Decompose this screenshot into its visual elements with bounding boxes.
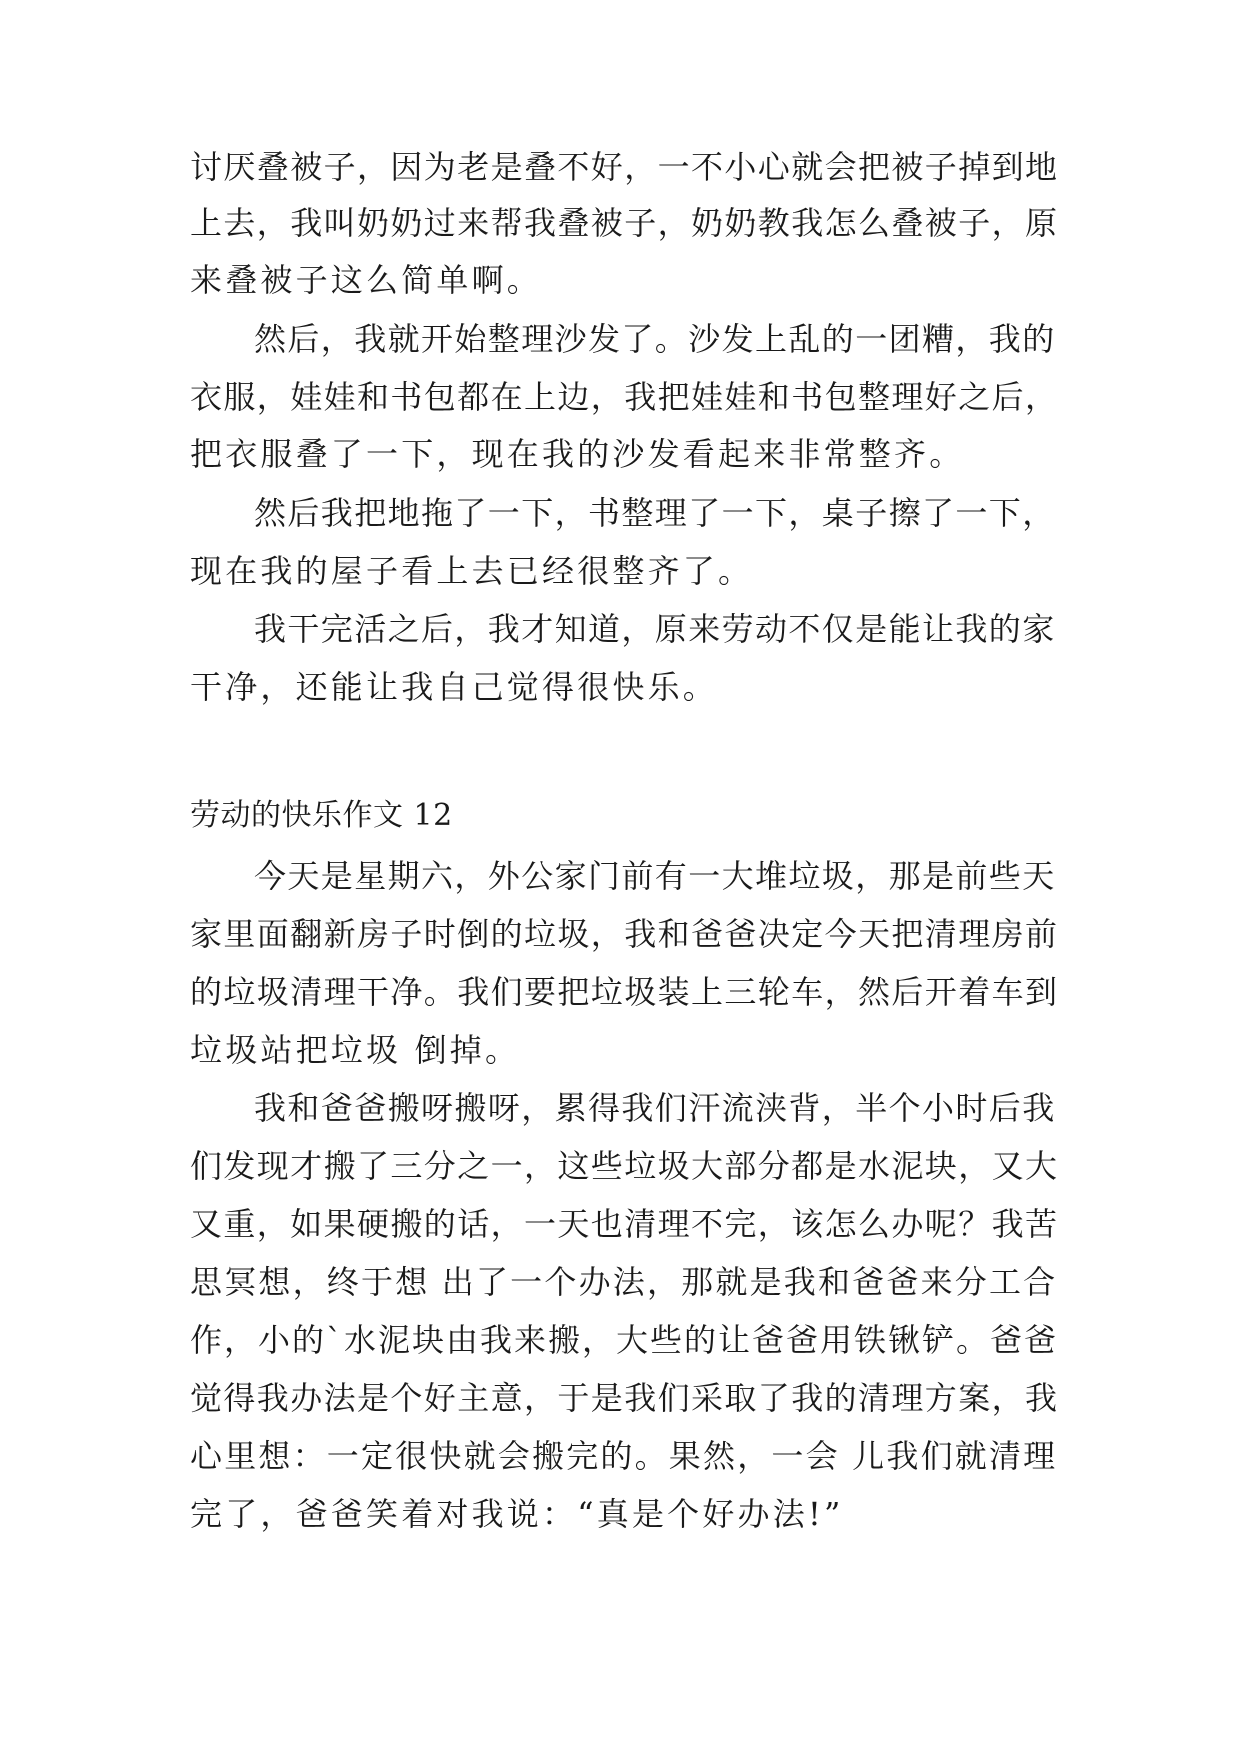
- text-line: 把衣服叠了一下，现在我的沙发看起来非常整齐。: [190, 435, 965, 473]
- text-line: 我干完活之后，我才知道，原来劳动不仅是能让我的家: [254, 610, 1056, 648]
- text-line: 们发现才搬了三分之一，这些垃圾大部分都是水泥块，又大: [190, 1147, 1059, 1185]
- text-line: 来叠被子这么简单啊。: [190, 261, 543, 299]
- text-line: 讨厌叠被子，因为老是叠不好，一不小心就会把被子掉到地: [190, 148, 1059, 186]
- text-line: 上去，我叫奶奶过来帮我叠被子，奶奶教我怎么叠被子，原: [190, 204, 1059, 242]
- text-line: 然后，我就开始整理沙发了。沙发上乱的一团糟，我的: [254, 320, 1056, 358]
- section-title: 劳动的快乐作文 12: [190, 798, 453, 833]
- text-line: 我和爸爸搬呀搬呀，累得我们汗流浃背，半个小时后我: [254, 1089, 1056, 1127]
- text-line: 垃圾站把垃圾 倒掉。: [190, 1031, 521, 1069]
- text-line: 衣服，娃娃和书包都在上边，我把娃娃和书包整理好之后，: [190, 378, 1059, 416]
- text-line: 今天是星期六，外公家门前有一大堆垃圾，那是前些天: [254, 857, 1056, 895]
- text-line: 完了，爸爸笑着对我说：“真是个好办法!”: [190, 1495, 844, 1533]
- text-line: 的垃圾清理干净。我们要把垃圾装上三轮车，然后开着车到: [190, 973, 1059, 1011]
- text-line: 作，小的`水泥块由我来搬，大些的让爸爸用铁锹铲。爸爸: [190, 1321, 1059, 1359]
- text-line: 家里面翻新房子时倒的垃圾，我和爸爸决定今天把清理房前: [190, 915, 1059, 953]
- text-line: 思冥想，终于想 出了一个办法，那就是我和爸爸来分工合: [190, 1263, 1058, 1301]
- text-line: 然后我把地拖了一下，书整理了一下，桌子擦了一下，: [254, 494, 1056, 532]
- text-line: 心里想：一定很快就会搬完的。果然，一会 儿我们就清理: [190, 1437, 1058, 1475]
- text-line: 现在我的屋子看上去已经很整齐了。: [190, 552, 754, 590]
- text-line: 又重，如果硬搬的话，一天也清理不完，该怎么办呢？我苦: [190, 1205, 1059, 1243]
- text-line: 干净，还能让我自己觉得很快乐。: [190, 668, 719, 706]
- text-line: 觉得我办法是个好主意，于是我们采取了我的清理方案，我: [190, 1379, 1059, 1417]
